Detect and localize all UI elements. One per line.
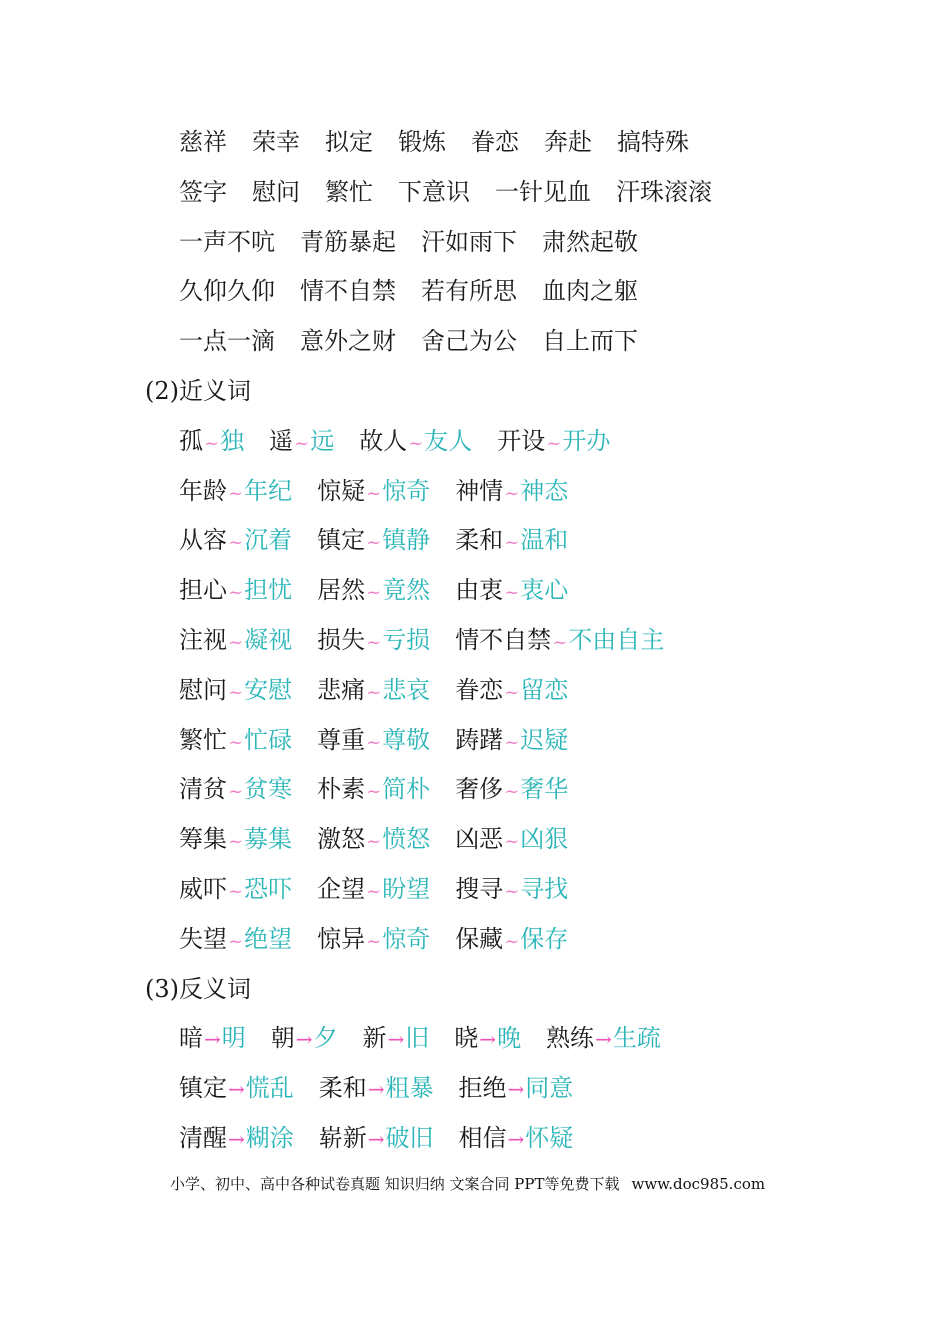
word-term: 尊重 [317,725,366,754]
footer-text: 小学、初中、高中各种试卷真题 知识归纳 文案合同 PPT等免费下载 [170,1175,620,1193]
tilde-icon: ~ [504,781,520,803]
synonyms-pair [455,672,568,711]
vocab-word: 慰问 [252,177,300,206]
tilde-icon: ~ [366,482,382,504]
word-answer: 保存 [520,924,569,953]
tilde-icon: ~ [504,482,520,504]
word-answer: 恐吓 [244,875,293,903]
synonyms-pair [179,771,292,810]
word-term: 朝 [270,1024,295,1053]
tilde-icon: ~ [408,432,424,454]
word-answer: 亏损 [382,626,431,654]
vocab-word: 舍己为公 [421,327,517,356]
word-answer: 独 [220,426,245,455]
vocab-word: 荣幸 [252,128,300,156]
arrow-icon: → [479,1027,497,1052]
tilde-icon: ~ [504,582,520,604]
word-term: 眷恋 [455,675,504,704]
word-answer: 衷心 [520,576,569,605]
antonyms-pair [319,1120,434,1157]
vocab-word: 一点一滴 [179,327,275,356]
word-term: 熟练 [546,1024,595,1053]
word-answer: 不由自主 [568,626,665,654]
word-term: 搜寻 [455,875,504,903]
arrow-icon: → [507,1077,525,1102]
vocab-word: 情不自禁 [300,277,396,306]
tilde-icon: ~ [366,881,382,902]
word-term: 暗 [179,1024,203,1053]
antonyms-heading: (3)反义词 [145,974,251,1003]
vocab-word: 汗如雨下 [421,227,517,256]
word-answer: 留恋 [520,675,569,704]
word-term: 朴素 [317,775,366,804]
word-answer: 安慰 [244,675,293,704]
word-answer: 迟疑 [520,725,569,754]
synonyms-pair [179,722,292,761]
antonyms-pair [546,1020,661,1057]
vocab-word: 青筋暴起 [300,227,396,256]
word-term: 柔和 [455,526,504,555]
synonyms-pair [455,821,568,860]
word-term: 孤 [179,426,203,455]
tilde-icon: ~ [504,731,520,753]
word-term: 惊疑 [317,476,366,505]
tilde-icon: ~ [366,681,382,703]
tilde-icon: ~ [366,532,382,554]
synonyms-pair [317,522,430,561]
synonyms-pair [179,423,244,462]
tilde-icon: ~ [504,930,520,952]
word-term: 奢侈 [455,775,504,804]
word-term: 相信 [458,1124,507,1152]
tilde-icon: ~ [228,881,244,902]
word-term: 保藏 [455,924,504,953]
tilde-icon: ~ [366,582,382,604]
synonyms-pair [179,622,292,661]
synonyms-pair [179,672,292,711]
arrow-icon: → [204,1027,221,1052]
synonyms-pair [179,473,292,512]
synonyms-row [179,522,593,558]
synonyms-pair [455,921,568,960]
word-term: 企望 [317,875,366,903]
synonyms-pair [455,572,568,611]
word-answer: 绝望 [244,924,293,953]
word-answer: 募集 [244,825,293,854]
antonyms-row [179,1070,598,1106]
word-term: 惊异 [317,924,366,953]
word-row [179,273,663,309]
word-answer: 镇静 [382,526,431,555]
word-answer: 惊奇 [382,924,431,953]
tilde-icon: ~ [294,432,310,454]
vocab-word: 下意识 [398,177,470,206]
tilde-icon: ~ [228,930,244,952]
antonyms-row [179,1020,686,1056]
vocab-word: 一声不吭 [179,227,275,256]
word-row [179,323,663,359]
vocab-word: 自上而下 [542,327,638,356]
synonyms-pair [455,722,568,761]
word-term: 损失 [317,626,366,654]
tilde-icon: ~ [546,432,562,454]
tilde-icon: ~ [504,681,520,703]
word-answer: 慌乱 [245,1074,294,1103]
synonyms-pair [317,473,430,512]
word-term: 清贫 [179,775,227,804]
word-answer: 沉着 [244,526,293,555]
word-term: 故人 [359,426,408,455]
antonyms-pair [454,1020,521,1057]
vocab-word: 久仰久仰 [179,277,275,306]
vocab-word: 眷恋 [471,128,519,156]
word-answer: 愤怒 [382,825,431,854]
word-answer: 晚 [497,1024,522,1053]
synonyms-pair [317,921,430,960]
tilde-icon: ~ [366,930,382,952]
word-term: 开设 [497,426,546,455]
antonyms-row [179,1120,598,1156]
word-term: 柔和 [318,1074,367,1103]
word-answer: 怀疑 [525,1124,574,1152]
vocab-word: 若有所思 [421,277,517,306]
word-term: 崭新 [318,1124,367,1152]
tilde-icon: ~ [228,681,244,703]
word-term: 遥 [269,426,294,455]
word-term: 踌躇 [455,725,504,754]
word-answer: 忙碌 [244,725,293,754]
synonyms-pair [179,821,292,860]
footer [170,1174,765,1194]
tilde-icon: ~ [504,881,520,902]
antonyms-pair [179,1120,294,1157]
word-term: 威吓 [179,875,227,903]
vocab-word: 血肉之躯 [542,277,638,306]
word-term: 情不自禁 [455,626,552,654]
tilde-icon: ~ [366,632,382,653]
tilde-icon: ~ [228,731,244,753]
word-answer: 简朴 [382,775,431,804]
word-answer: 盼望 [382,875,431,903]
vocab-word: 繁忙 [325,177,373,206]
synonyms-row [179,722,593,758]
vocab-word: 汗珠滚滚 [616,177,712,206]
word-term: 神情 [455,476,504,505]
word-term: 繁忙 [179,725,227,754]
synonyms-pair [317,722,430,761]
synonyms-pair [455,622,664,661]
word-answer: 年纪 [244,476,293,505]
vocab-word: 一针见血 [495,177,591,206]
word-term: 注视 [179,626,227,654]
tilde-icon: ~ [366,731,382,753]
word-term: 失望 [179,924,227,953]
word-term: 筹集 [179,825,227,854]
word-term: 镇定 [317,526,366,555]
word-term: 新 [362,1024,387,1053]
synonyms-heading: (2)近义词 [145,377,251,405]
word-answer: 贫寒 [244,775,293,804]
word-row [179,124,714,160]
synonyms-row [179,622,689,658]
antonyms-pair [459,1120,574,1157]
antonyms-pair [179,1020,246,1057]
word-answer: 同意 [525,1074,574,1103]
word-answer: 温和 [520,526,569,555]
word-term: 从容 [179,526,227,555]
vocab-word: 签字 [179,177,227,206]
word-term: 镇定 [179,1074,227,1103]
word-answer: 破旧 [385,1124,434,1152]
synonyms-pair [455,522,568,561]
synonyms-pair [317,871,430,910]
synonyms-pair [455,771,568,810]
word-answer: 寻找 [520,875,569,903]
tilde-icon: ~ [504,831,520,853]
vocab-word: 奔赴 [544,128,592,156]
antonyms-pair [319,1070,434,1107]
tilde-icon: ~ [366,831,382,853]
synonyms-pair [317,672,430,711]
arrow-icon: → [228,1077,245,1102]
synonyms-row [179,672,593,708]
word-answer: 友人 [424,426,473,455]
synonyms-pair [359,423,472,462]
synonyms-pair [317,821,430,860]
arrow-icon: → [595,1027,612,1052]
vocab-word: 锻炼 [398,128,446,156]
vocab-word: 搞特殊 [617,128,689,156]
word-term: 由衷 [455,576,504,605]
word-answer: 尊敬 [382,725,431,754]
word-answer: 奢华 [520,775,569,804]
word-row [179,224,663,260]
footer-url: www.doc985.com [631,1175,766,1193]
synonyms-row [179,921,593,957]
synonyms-row [179,423,635,459]
synonyms-row [179,771,593,807]
tilde-icon: ~ [366,781,382,803]
word-answer: 开办 [562,426,611,455]
tilde-icon: ~ [228,582,244,604]
word-answer: 夕 [313,1024,338,1053]
word-term: 拒绝 [458,1074,507,1103]
arrow-icon: → [367,1127,385,1151]
word-answer: 凝视 [244,626,293,654]
word-term: 年龄 [179,476,227,505]
word-term: 凶恶 [455,825,504,854]
word-answer: 糊涂 [245,1124,294,1152]
vocab-word: 拟定 [325,128,373,156]
arrow-icon: → [387,1027,405,1052]
word-answer: 粗暴 [385,1074,434,1103]
tilde-icon: ~ [228,632,244,653]
word-term: 清醒 [179,1124,227,1152]
antonyms-pair [179,1070,294,1107]
tilde-icon: ~ [552,632,568,653]
tilde-icon: ~ [228,482,244,504]
word-answer: 竟然 [382,576,431,605]
synonyms-pair [179,921,292,960]
synonyms-row [179,821,593,857]
tilde-icon: ~ [228,781,244,803]
synonyms-pair [455,473,568,512]
synonyms-row [179,473,593,509]
word-term: 居然 [317,576,366,605]
vocab-word: 慈祥 [179,128,227,156]
word-answer: 旧 [405,1024,430,1053]
word-answer: 明 [221,1024,246,1053]
arrow-icon: → [367,1077,385,1102]
tilde-icon: ~ [504,532,520,554]
synonyms-pair [269,423,334,462]
word-answer: 远 [310,426,335,455]
word-term: 悲痛 [317,675,366,704]
word-answer: 凶狠 [520,825,569,854]
synonyms-row [179,871,593,907]
synonyms-pair [497,423,610,462]
synonyms-pair [317,622,430,661]
vocab-word: 肃然起敬 [542,227,638,256]
tilde-icon: ~ [228,532,244,554]
word-answer: 神态 [520,476,569,505]
vocab-word: 意外之财 [300,327,396,356]
antonyms-pair [271,1020,338,1057]
arrow-icon: → [228,1127,245,1151]
synonyms-pair [317,572,430,611]
word-answer: 悲哀 [382,675,431,704]
antonyms-pair [459,1070,574,1107]
word-term: 激怒 [317,825,366,854]
word-answer: 担忧 [244,576,293,605]
word-term: 慰问 [179,675,227,704]
word-row [179,174,737,210]
synonyms-row [179,572,593,608]
synonyms-pair [179,572,292,611]
synonyms-pair [455,871,568,910]
synonyms-pair [179,871,292,910]
word-answer: 生疏 [612,1024,661,1053]
word-term: 担心 [179,576,227,605]
antonyms-pair [363,1020,430,1057]
synonyms-pair [179,522,292,561]
tilde-icon: ~ [204,432,220,454]
tilde-icon: ~ [228,831,244,853]
word-term: 晓 [454,1024,479,1053]
word-answer: 惊奇 [382,476,431,505]
synonyms-pair [317,771,430,810]
arrow-icon: → [295,1027,313,1052]
arrow-icon: → [507,1127,525,1151]
